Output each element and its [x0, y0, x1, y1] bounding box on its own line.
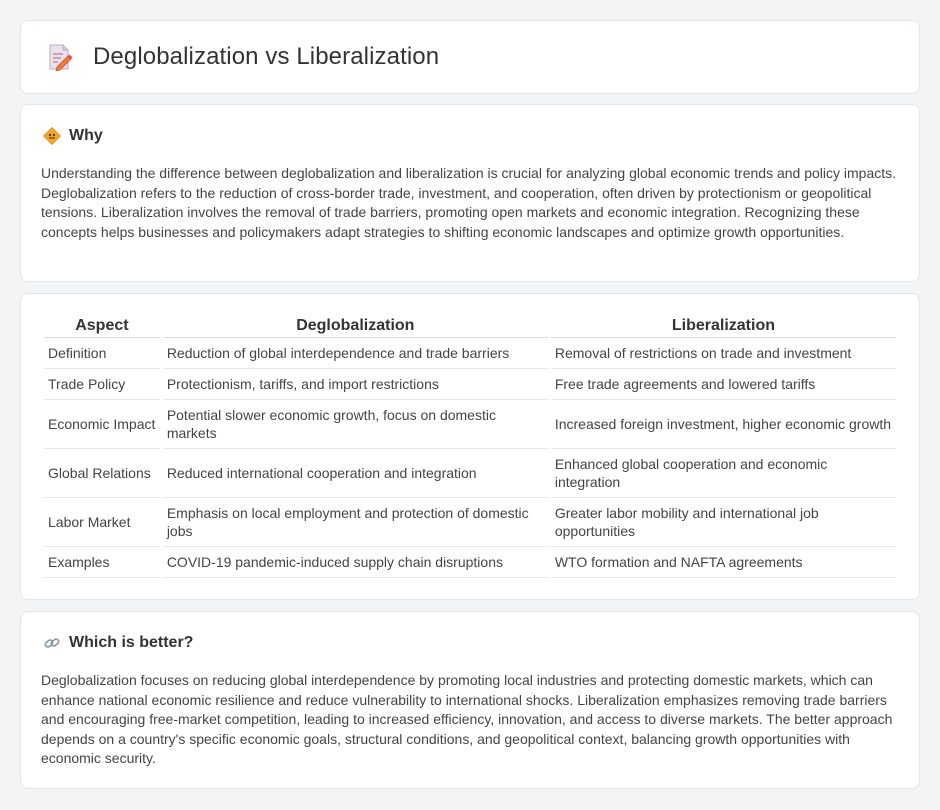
link-icon	[43, 634, 61, 652]
comparison-table	[41, 316, 899, 578]
table-row	[44, 338, 896, 369]
table-row	[44, 369, 896, 400]
row-aspect: Trade Policy	[44, 369, 160, 400]
header-liberalization: Liberalization	[551, 316, 896, 338]
table-row	[44, 498, 896, 547]
row-deglobalization: Potential slower economic growth, focus on domestic markets	[163, 400, 548, 449]
better-heading	[43, 634, 193, 652]
why-heading	[43, 127, 103, 145]
why-section	[20, 104, 920, 282]
header-aspect: Aspect	[44, 316, 160, 338]
comparison-section	[20, 293, 920, 600]
table-header-row	[44, 316, 896, 338]
row-liberalization: Free trade agreements and lowered tariffs	[551, 369, 896, 400]
page-title: Deglobalization vs Liberalization	[93, 43, 440, 70]
row-liberalization: Removal of restrictions on trade and investment	[551, 338, 896, 369]
which-is-better-section	[20, 611, 920, 789]
row-liberalization: WTO formation and NAFTA agreements	[551, 547, 896, 578]
table-row	[44, 547, 896, 578]
table-row	[44, 400, 896, 449]
header-deglobalization: Deglobalization	[163, 316, 548, 338]
row-deglobalization: Protectionism, tariffs, and import restrictions	[163, 369, 548, 400]
row-deglobalization: COVID-19 pandemic-induced supply chain disruptions	[163, 547, 548, 578]
row-aspect: Global Relations	[44, 449, 160, 498]
row-aspect: Definition	[44, 338, 160, 369]
row-aspect: Economic Impact	[44, 400, 160, 449]
road-sign-icon	[43, 127, 61, 145]
row-deglobalization: Reduced international cooperation and integration	[163, 449, 548, 498]
row-liberalization: Increased foreign investment, higher economic growth	[551, 400, 896, 449]
row-liberalization: Enhanced global cooperation and economic integration	[551, 449, 896, 498]
row-aspect: Examples	[44, 547, 160, 578]
header-card	[20, 20, 920, 94]
title-row	[47, 43, 439, 71]
row-aspect: Labor Market	[44, 498, 160, 547]
why-text: Understanding the difference between deglobalization and liberalization is crucial for analyzing global economic trends and policy impacts. Deglobalization refers to the reduction of cross-border trade, investment, and cooperation, often driven by protectionism or geopolitical tensions. Liberalization involves the removal of trade barriers, promoting open markets and economic integration. Recognizing these concepts helps businesses and policymakers adapt strategies to shifting economic landscapes and optimize growth opportunities.	[41, 165, 897, 240]
document-pencil-icon	[47, 43, 73, 71]
row-deglobalization: Reduction of global interdependence and trade barriers	[163, 338, 548, 369]
why-title: Why	[69, 127, 103, 144]
row-deglobalization: Emphasis on local employment and protection of domestic jobs	[163, 498, 548, 547]
better-title: Which is better?	[69, 634, 194, 651]
table-row	[44, 449, 896, 498]
better-text: Deglobalization focuses on reducing global interdependence by promoting local industries and protecting domestic markets, which can enhance national economic resilience and reduce vulnerability to international shocks. Liberalization emphasizes removing trade barriers and encouraging free-market competition, leading to increased efficiency, innovation, and access to diverse markets. The better approach depends on a country's specific economic goals, structural conditions, and geopolitical context, balancing growth opportunities with economic security.	[41, 672, 893, 767]
row-liberalization: Greater labor mobility and international job opportunities	[551, 498, 896, 547]
